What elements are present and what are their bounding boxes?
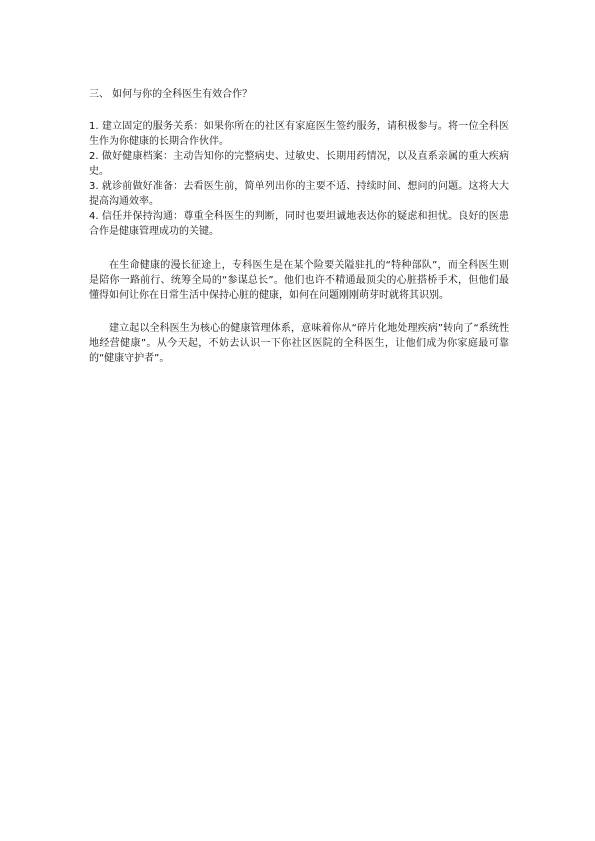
list-item: 2. 做好健康档案：主动告知你的完整病史、过敏史、长期用药情况，以及直系亲属的重大疾病史。	[89, 151, 509, 177]
body-paragraph: 建立起以全科医生为核心的健康管理体系，意味着你从“碎片化地处理疾病”转向了“系统性地经营健康”。从今天起，不妨去认识一下你社区医院的全科医生，让他们成为你家庭最可靠的“健康守护者”。	[89, 323, 509, 364]
body-paragraph: 在生命健康的漫长征途上，专科医生是在某个险要关隘驻扎的“特种部队”，而全科医生则是陪你一路前行、统筹全局的“参谋总长”。他们也许不精通最顶尖的心脏搭桥手术，但他们最懂得如何让你在日常生活中保持心脏的健康，如何在问题刚刚萌芽时就将其识别。	[89, 260, 509, 301]
document-body	[89, 87, 509, 366]
section-heading: 三、 如何与你的全科医生有效合作？	[89, 89, 253, 100]
list-item: 1. 建立固定的服务关系：如果你所在的社区有家庭医生签约服务，请积极参与。将一位全科医生作为你健康的长期合作伙伴。	[89, 121, 509, 147]
list-item: 4. 信任并保持沟通：尊重全科医生的判断，同时也要坦诚地表达你的疑虑和担忧。良好的医患合作是健康管理成功的关键。	[89, 211, 509, 237]
list-item: 3. 就诊前做好准备：去看医生前，简单列出你的主要不适、持续时间、想问的问题。这将大大提高沟通效率。	[89, 181, 509, 207]
collaboration-tips-list	[89, 119, 509, 239]
